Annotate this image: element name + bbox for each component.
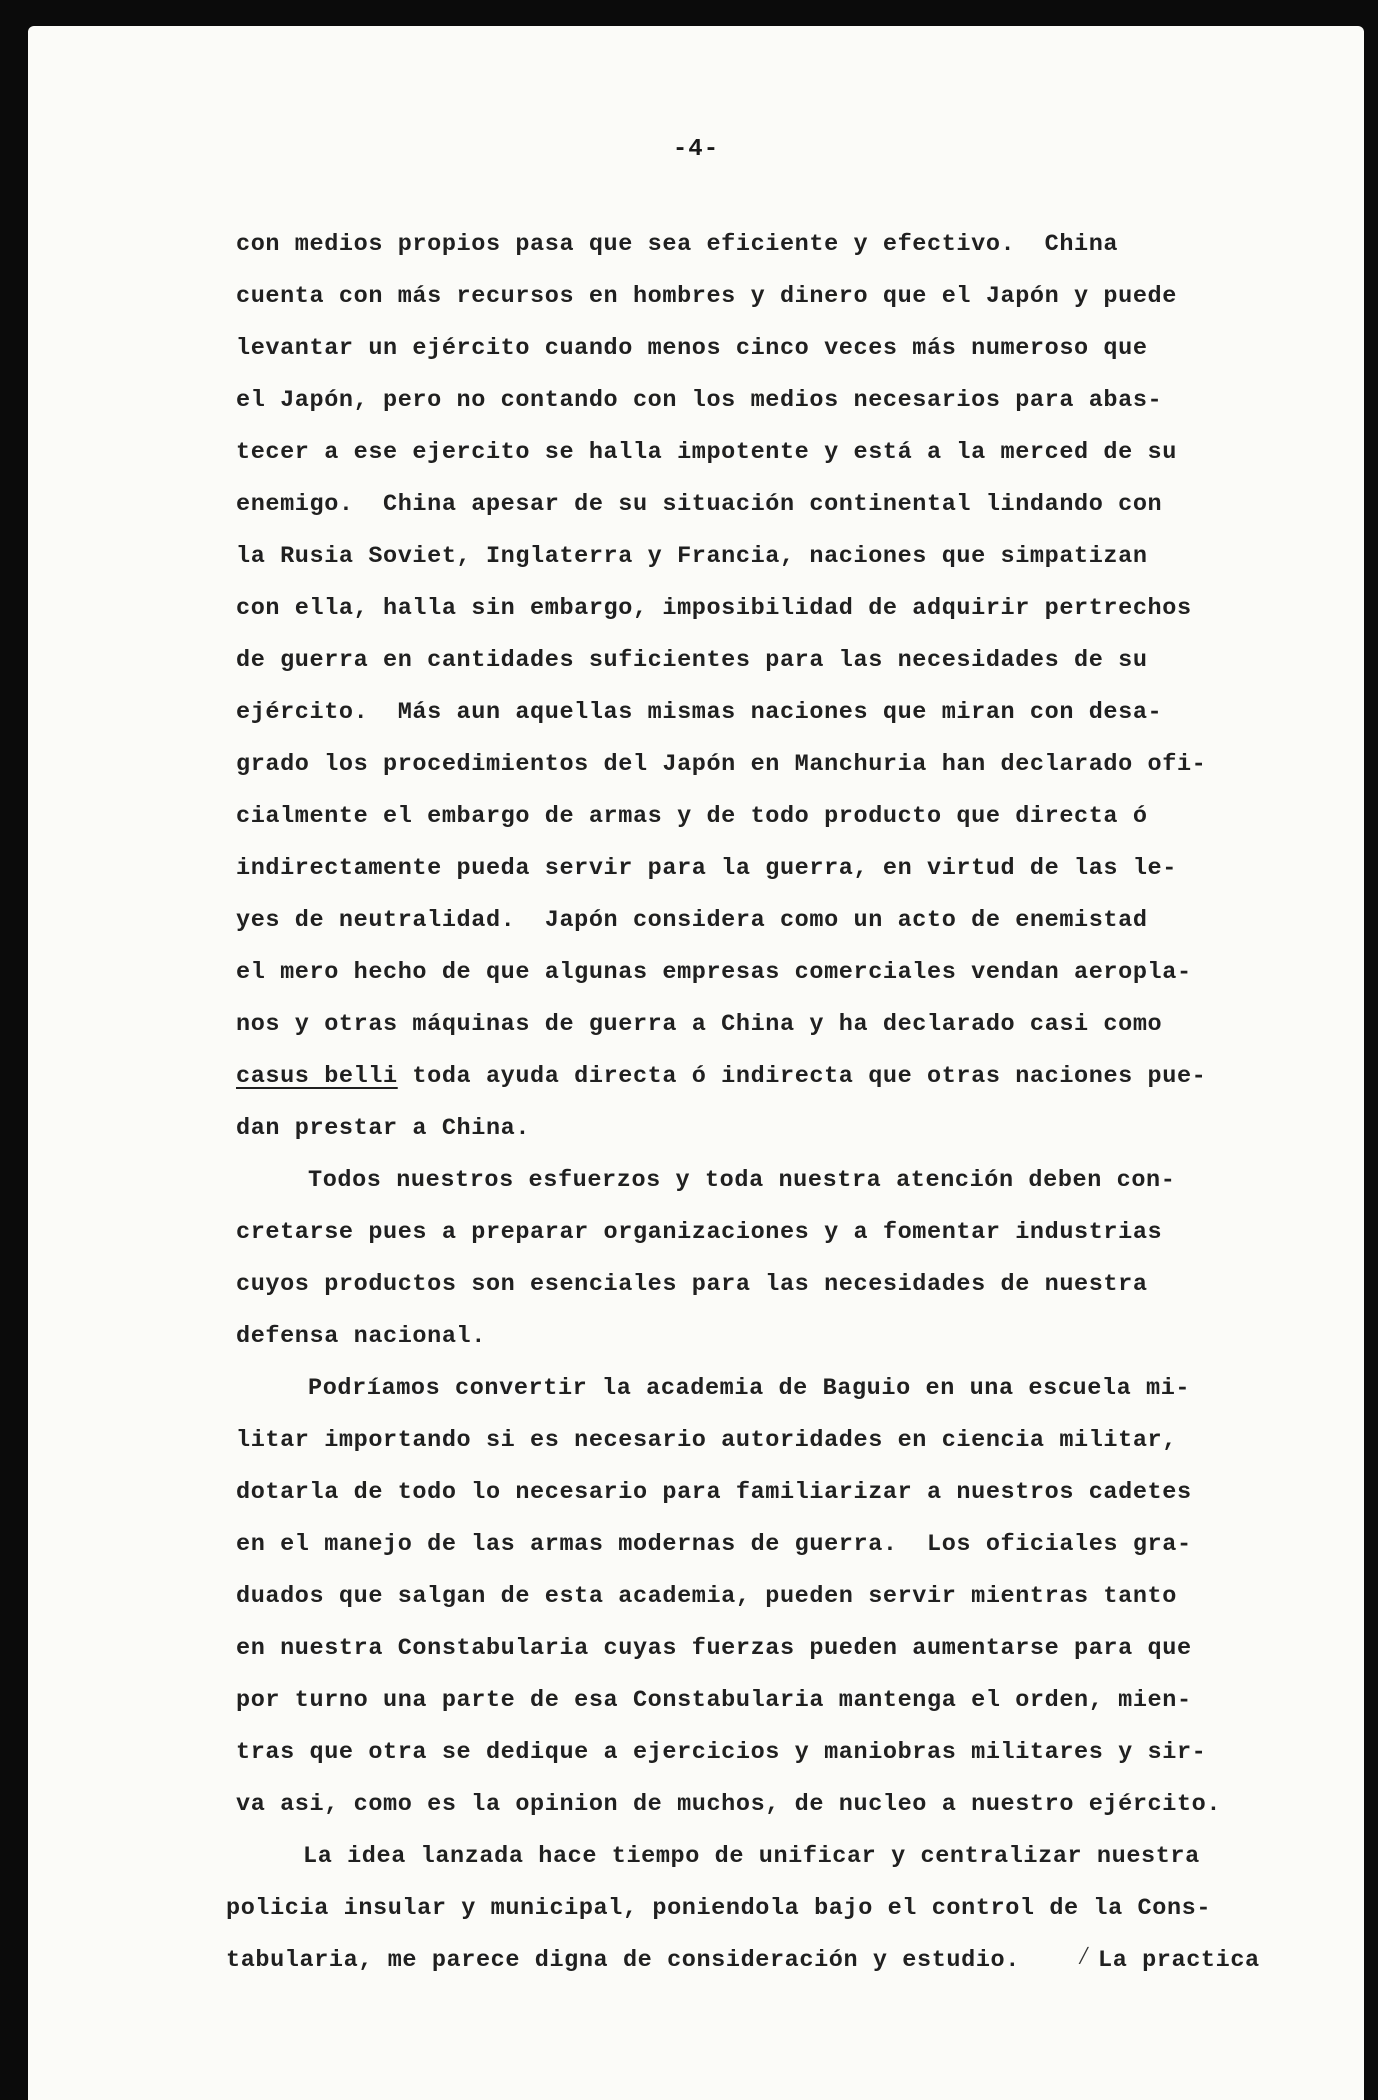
text-line: indirectamente pueda servir para la guerra, en virtud de las le- (236, 855, 1177, 882)
underlined-phrase: casus belli (236, 1063, 398, 1090)
text-line: va asi, como es la opinion de muchos, de nucleo a nuestro ejército. (236, 1791, 1222, 1818)
text-line: el Japón, pero no contando con los medios necesarios para abas- (236, 387, 1163, 414)
text-line: nos y otras máquinas de guerra a China y ha declarado casi como (236, 1011, 1163, 1038)
text-line: cialmente el embargo de armas y de todo producto que directa ó (236, 803, 1148, 830)
text-line: litar importando si es necesario autoridades en ciencia militar, (236, 1427, 1177, 1454)
text-line: La practica (1098, 1947, 1260, 1974)
text-line (236, 1062, 1206, 1092)
text-line: defensa nacional. (236, 1323, 486, 1350)
text-line: duados que salgan de esta academia, pueden servir mientras tanto (236, 1583, 1177, 1610)
text-line: grado los procedimientos del Japón en Manchuria han declarado ofi- (236, 751, 1207, 778)
text-line: La idea lanzada hace tiempo de unificar y centralizar nuestra (303, 1843, 1200, 1870)
text-line: de guerra en cantidades suficientes para las necesidades de su (236, 647, 1148, 674)
text-line: con medios propios pasa que sea eficiente y efectivo. China (236, 231, 1119, 258)
handwritten-slash-mark: ∕ (1076, 1942, 1092, 1972)
text-line: policia insular y municipal, poniendola bajo el control de la Cons- (226, 1895, 1212, 1922)
text-line: por turno una parte de esa Constabularia mantenga el orden, mien- (236, 1687, 1192, 1714)
text-line: Todos nuestros esfuerzos y toda nuestra atención deben con- (308, 1167, 1176, 1194)
text-line: el mero hecho de que algunas empresas comerciales vendan aeropla- (236, 959, 1192, 986)
document-page (28, 26, 1364, 2100)
text-line: ejército. Más aun aquellas mismas naciones que miran con desa- (236, 699, 1163, 726)
text-line: tras que otra se dedique a ejercicios y maniobras militares y sir- (236, 1739, 1207, 1766)
text-line: cuyos productos son esenciales para las necesidades de nuestra (236, 1271, 1148, 1298)
page-number: -4- (672, 136, 720, 163)
text-line: tecer a ese ejercito se halla impotente y está a la merced de su (236, 439, 1177, 466)
text-line: dan prestar a China. (236, 1115, 531, 1142)
text-line: enemigo. China apesar de su situación continental lindando con (236, 491, 1163, 518)
text-line: Podríamos convertir la academia de Baguio en una escuela mi- (308, 1375, 1191, 1402)
text-line: cuenta con más recursos en hombres y dinero que el Japón y puede (236, 283, 1177, 310)
text-line: levantar un ejército cuando menos cinco veces más numeroso que (236, 335, 1148, 362)
text-line-rest: toda ayuda directa ó indirecta que otras naciones pue- (397, 1063, 1207, 1090)
text-line: cretarse pues a preparar organizaciones y a fomentar industrias (236, 1219, 1163, 1246)
text-line: la Rusia Soviet, Inglaterra y Francia, naciones que simpatizan (236, 543, 1148, 570)
text-line: con ella, halla sin embargo, imposibilidad de adquirir pertrechos (236, 595, 1192, 622)
text-line: yes de neutralidad. Japón considera como un acto de enemistad (236, 907, 1148, 934)
text-line: tabularia, me parece digna de consideración y estudio. (226, 1947, 1020, 1974)
text-line: dotarla de todo lo necesario para familiarizar a nuestros cadetes (236, 1479, 1192, 1506)
text-line: en nuestra Constabularia cuyas fuerzas pueden aumentarse para que (236, 1635, 1192, 1662)
text-line: en el manejo de las armas modernas de guerra. Los oficiales gra- (236, 1531, 1192, 1558)
